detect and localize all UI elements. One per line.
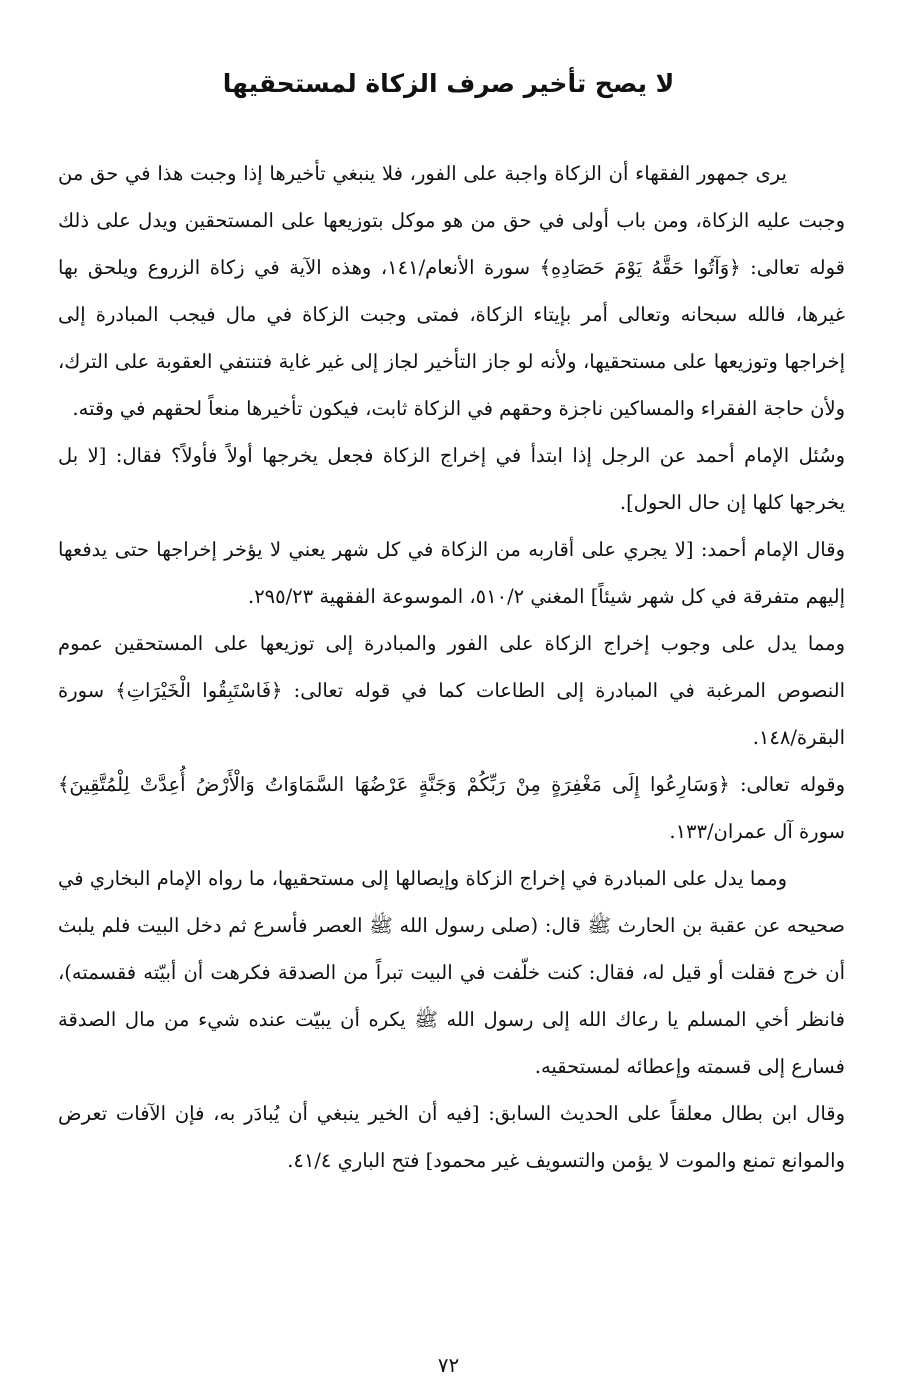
page-number: ٧٢	[437, 1353, 460, 1377]
paragraph-ahmad-question: وسُئل الإمام أحمد عن الرجل إذا ابتدأ في إخراج الزكاة فجعل يخرجها أولاً فأولاً؟ فقال: [لا بل يخرجها كلها إن حال الحول].	[58, 444, 845, 514]
page-body	[58, 150, 845, 1184]
paragraph-evidence-texts: ومما يدل على وجوب إخراج الزكاة على الفور والمبادرة إلى توزيعها على المستحقين عموم النصوص المرغبة في المبادرة إلى الطاعات كما في قوله تعالى: ﴿فَاسْتَبِقُوا الْخَيْرَاتِ﴾ سورة البقرة/١٤٨.	[58, 632, 845, 749]
paragraph-quran-verse: وقوله تعالى: ﴿وَسَارِعُوا إِلَى مَغْفِرَةٍ مِنْ رَبِّكُمْ وَجَنَّةٍ عَرْضُهَا السَّمَاوَاتُ وَالْأَرْضُ أُعِدَّتْ لِلْمُتَّقِينَ﴾ سورة آل عمران/١٣٣.	[58, 773, 845, 843]
paragraph-bukhari-hadith: ومما يدل على المبادرة في إخراج الزكاة وإيصالها إلى مستحقيها، ما رواه الإمام البخاري في صحيحه عن عقبة بن الحارث ﷺ قال: (صلى رسول الله ﷺ العصر فأسرع ثم دخل البيت فلم يلبث أن خرج فقلت أو قيل له، فقال: كنت خلّفت في البيت تبراً من الصدقة فكرهت أن أبيّته فقسمته)، فانظر أخي المسلم يا رعاك الله إلى رسول الله ﷺ يكره أن يبيّت عنده شيء من مال الصدقة فسارع إلى قسمته وإعطائه لمستحقيه.	[58, 867, 845, 1078]
page-title: لا يصح تأخير صرف الزكاة لمستحقيها	[222, 69, 675, 98]
paragraph-ahmad-quote: وقال الإمام أحمد: [لا يجري على أقاربه من الزكاة في كل شهر يعني لا يؤخر إخراجها حتى يدفعها إليهم متفرقة في كل شهر شيئاً] المغني ٥١٠/٢، الموسوعة الفقهية ٢٩٥/٢٣.	[58, 538, 845, 608]
paragraph-intro: يرى جمهور الفقهاء أن الزكاة واجبة على الفور، فلا ينبغي تأخيرها إذا وجبت هذا في حق من وجبت عليه الزكاة، ومن باب أولى في حق من هو موكل بتوزيعها على المستحقين ويدل على ذلك قوله تعالى: ﴿وَآتُوا حَقَّهُ يَوْمَ حَصَادِهِ﴾ سورة الأنعام/١٤١، وهذه الآية في زكاة الزروع ويلحق بها غيرها، فالله سبحانه وتعالى أمر بإيتاء الزكاة، فمتى وجبت الزكاة في مال فيجب المبادرة إلى إخراجها وتوزيعها على مستحقيها، ولأنه لو جاز التأخير لجاز إلى غير غاية فتنتفي العقوبة على الترك، ولأن حاجة الفقراء والمساكين ناجزة وحقهم في الزكاة ثابت، فيكون تأخيرها منعاً لحقهم في وقته.	[58, 162, 845, 420]
paragraph-ibn-battal: وقال ابن بطال معلقاً على الحديث السابق: [فيه أن الخير ينبغي أن يُبادَر به، فإن الآفات تعرض والموانع تمنع والموت لا يؤمن والتسويف غير محمود] فتح الباري ٤١/٤.	[58, 1102, 845, 1172]
